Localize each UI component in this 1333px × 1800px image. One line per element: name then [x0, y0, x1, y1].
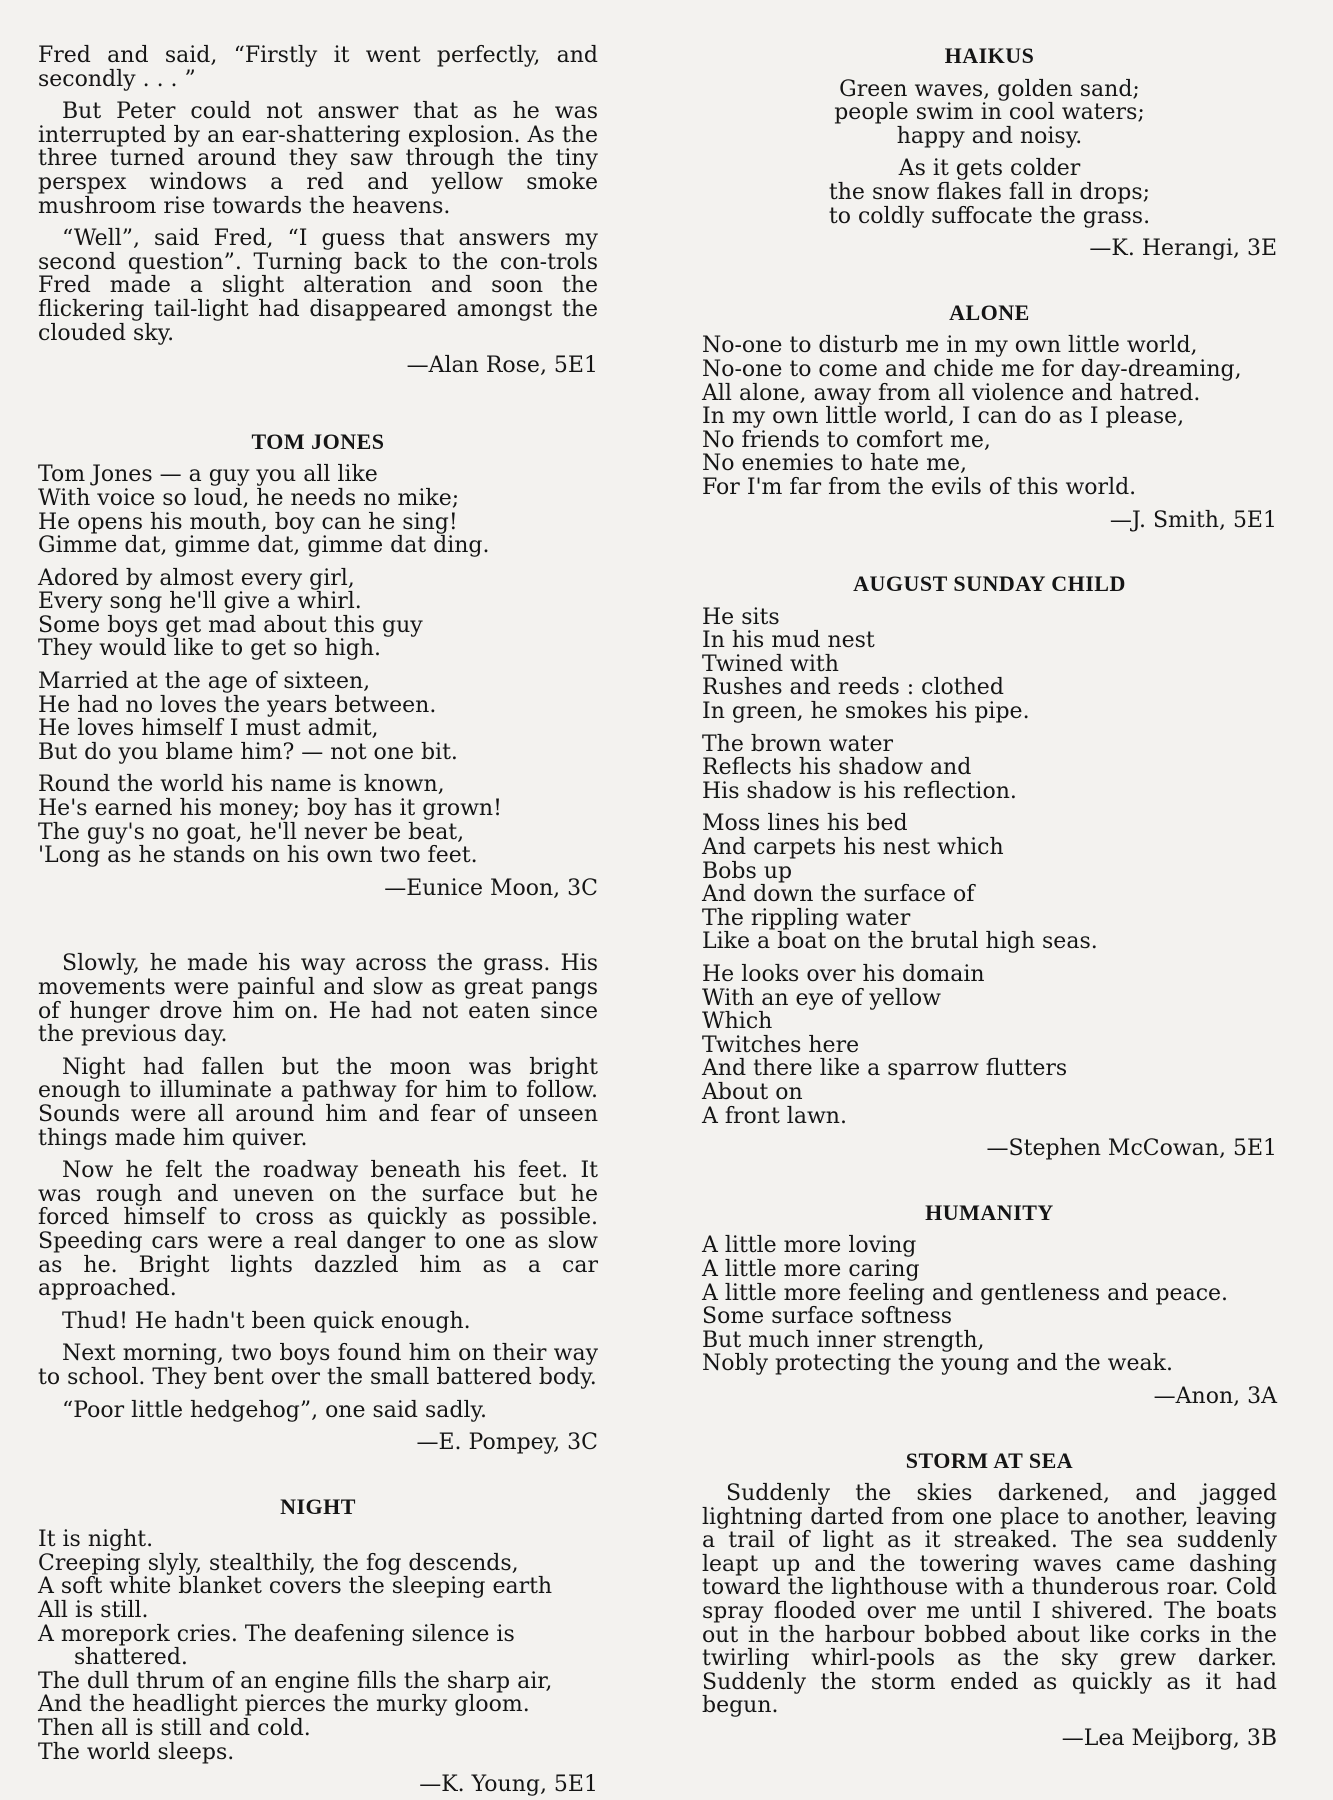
poem-line: shattered. — [74, 1645, 188, 1671]
story-paragraph: Slowly, he made his way across the grass. His movements were painful and slow as great pangs of hunger drove him on. He had not eaten since the previous day. — [38, 951, 598, 1048]
stanza — [702, 334, 1277, 499]
poem-title: NIGHT — [280, 1493, 356, 1519]
poem-line: The brown water — [702, 731, 894, 757]
poem-line: No friends to comfort me, — [702, 427, 991, 453]
poem-line: A morepork cries. The deafening silence is — [38, 1621, 515, 1647]
poem-line: He looks over his domain — [702, 962, 985, 987]
poem-line: Twined with — [702, 651, 839, 677]
poem-line: In green, he smokes his pipe. — [702, 699, 1030, 725]
poem-line: Reflects his shadow and — [702, 755, 972, 781]
story-paragraph: Next morning, two boys found him on their way to school. They bent over the small battered body. — [38, 1341, 598, 1390]
poem-line: All is still. — [38, 1598, 149, 1624]
poem-line: But much inner strength, — [702, 1327, 985, 1353]
author-credit: —Anon, 3A — [1153, 1383, 1277, 1409]
poem-line: people swim in cool waters; — [834, 100, 1145, 126]
poem-line: And there like a sparrow flutters — [702, 1056, 1068, 1082]
night-poem — [38, 1495, 598, 1797]
story-paragraph: Fred and said, “Firstly it went perfectly, and secondly . . . ” — [38, 43, 598, 92]
poem-line: No enemies to hate me, — [702, 451, 967, 477]
poem-line: About on — [702, 1079, 803, 1105]
humanity-poem — [702, 1201, 1277, 1409]
poem-line: happy and noisy. — [896, 123, 1083, 149]
author-credit: —Lea Meijborg, 3B — [1061, 1726, 1277, 1752]
poem-line: A soft white blanket covers the sleeping earth — [38, 1574, 553, 1600]
poem-line: And the headlight pierces the murky gloom. — [38, 1692, 530, 1718]
author-credit: —E. Pompey, 3C — [416, 1430, 598, 1456]
poem-line: Like a boat on the brutal high seas. — [702, 929, 1098, 955]
poem-line: Gimme dat, gimme dat, gimme dat ding. — [38, 533, 490, 559]
rocket-story — [38, 44, 598, 378]
story-paragraph: Thud! He hadn't been quick enough. — [62, 1308, 471, 1334]
poem-line: In my own little world, I can do as I please, — [702, 404, 1185, 430]
poem-line: Some surface softness — [702, 1304, 953, 1330]
hedgehog-story — [38, 952, 598, 1454]
author-credit: —Stephen McCowan, 5E1 — [986, 1136, 1277, 1162]
poem-line: Round the world his name is known, — [38, 772, 445, 798]
poem-line: Married at the age of sixteen, — [38, 669, 371, 695]
poem-line: He had no loves the years between. — [38, 692, 437, 718]
poem-title: HAIKUS — [944, 43, 1035, 68]
story-paragraph: Night had fallen but the moon was bright enough to illuminate a pathway for him to follow. Sounds were all around him and fear of unseen things made him quiver. — [38, 1054, 598, 1151]
poem-line: But do you blame him? — not one bit. — [38, 739, 458, 765]
poem-line: The dull thrum of an engine fills the sharp air, — [38, 1668, 553, 1694]
story-paragraph: Suddenly the skies darkened, and jagged lightning darted from one place to another, leaving a trail of light as it streaked. The sea suddenly leapt up and the towering waves came dashing toward the lighthouse with a thunderous roar. Cold spray flooded over me until I shivered. The boats out in the harbour bobbed about like corks in the twirling whirl-pools as the sky grew darker. Suddenly the storm ended as quickly as it had begun. — [702, 1481, 1277, 1719]
story-paragraph: “Poor little hedgehog”, one said sadly. — [62, 1397, 488, 1423]
poem-line: All alone, away from all violence and hatred. — [702, 380, 1201, 406]
poem-line: The guy's no goat, he'll never be beat, — [38, 819, 465, 845]
haikus-poem — [702, 44, 1277, 261]
august-sunday-child-poem — [702, 572, 1277, 1161]
poem-title: ALONE — [949, 299, 1030, 325]
stanza — [702, 157, 1277, 228]
alone-poem — [702, 301, 1277, 532]
story-paragraph: “Well”, said Fred, “I guess that answers my second question”. Turning back to the con-trols Fred made a slight alteration and soon the flickering tail-light had disappeared amongst the clouded sky. — [38, 226, 598, 346]
poem-line: It is night. — [38, 1527, 154, 1553]
poem-line: Which — [702, 1009, 773, 1035]
poem-line: His shadow is his reflection. — [702, 778, 1017, 804]
poem-line: No-one to disturb me in my own little world, — [702, 333, 1198, 359]
poem-line: Every song he'll give a whirl. — [38, 589, 362, 615]
tom-jones-poem — [38, 430, 598, 901]
poem-line: A front lawn. — [702, 1103, 847, 1129]
stanza — [38, 567, 598, 661]
author-credit: —J. Smith, 5E1 — [1109, 507, 1277, 533]
story-paragraph: But Peter could not answer that as he was interrupted by an ear-shattering explosion. As the three turned around they saw through the tiny perspex windows a red and yellow smoke mushroom rise towards the heavens. — [38, 99, 598, 219]
poem-line: Tom Jones — a guy you all like — [38, 462, 378, 488]
poem-line: The rippling water — [702, 905, 911, 931]
story-paragraph: Now he felt the roadway beneath his feet. It was rough and uneven on the surface but he forced himself to cross as quickly as possible. Speeding cars were a real danger to one as slow as he. Bright lights dazzled him as a car approached. — [38, 1158, 598, 1302]
stanza — [702, 606, 1277, 724]
poem-title: TOM JONES — [251, 428, 385, 454]
stanza — [702, 812, 1277, 954]
storm-at-sea-story — [702, 1449, 1277, 1751]
author-credit: —K. Herangi, 3E — [1089, 236, 1277, 262]
poem-title: STORM AT SEA — [905, 1447, 1074, 1473]
poem-line: As it gets colder — [898, 156, 1081, 182]
poem-line: Rushes and reeds : clothed — [702, 675, 1004, 701]
stanza — [38, 773, 598, 867]
poem-line: No-one to come and chide me for day-dreaming, — [702, 356, 1242, 382]
poem-line: He loves himself I must admit, — [38, 716, 379, 742]
poem-line: For I'm far from the evils of this world. — [702, 474, 1137, 500]
poem-line: The world sleeps. — [38, 1739, 235, 1765]
poem-line: Some boys get mad about this guy — [38, 612, 423, 638]
right-column — [702, 44, 1277, 1751]
stanza — [702, 963, 1277, 1128]
stanza — [38, 670, 598, 764]
poem-title: AUGUST SUNDAY CHILD — [853, 571, 1126, 597]
poem-line: A little more feeling and gentleness and peace. — [702, 1280, 1229, 1306]
poem-line: In his mud nest — [702, 628, 875, 654]
poem-line: With voice so loud, he needs no mike; — [38, 485, 460, 511]
poem-line: Adored by almost every girl, — [38, 565, 355, 591]
stanza — [702, 1234, 1277, 1376]
poem-line: 'Long as he stands on his own two feet. — [38, 843, 478, 869]
poem-line: They would like to get so high. — [38, 636, 382, 662]
poem-line: Green waves, golden sand; — [839, 76, 1140, 102]
poem-line: Twitches here — [702, 1032, 860, 1058]
poem-line: Creeping slyly, stealthily, the fog descends, — [38, 1550, 519, 1576]
poem-line: Bobs up — [702, 858, 793, 884]
left-column — [38, 44, 598, 1797]
poem-line: And carpets his nest which — [702, 835, 1004, 861]
stanza — [702, 78, 1277, 149]
poem-line: He sits — [702, 604, 780, 630]
poem-line: the snow flakes fall in drops; — [828, 179, 1151, 205]
poem-line: Then all is still and cold. — [38, 1716, 311, 1742]
stanza — [38, 1528, 598, 1764]
poem-line: A little more loving — [702, 1233, 917, 1259]
stanza — [38, 463, 598, 557]
poem-line: With an eye of yellow — [702, 985, 941, 1011]
poem-line: Nobly protecting the young and the weak. — [702, 1351, 1173, 1377]
author-credit: —K. Young, 5E1 — [419, 1772, 598, 1798]
stanza — [702, 733, 1277, 804]
poem-line: And down the surface of — [702, 882, 975, 908]
poem-line: He opens his mouth, boy can he sing! — [38, 509, 458, 535]
poem-line: A little more caring — [702, 1256, 920, 1282]
author-credit: —Eunice Moon, 3C — [384, 875, 598, 901]
poem-line: Moss lines his bed — [702, 811, 908, 837]
poem-title: HUMANITY — [925, 1199, 1054, 1225]
author-credit: —Alan Rose, 5E1 — [406, 353, 598, 379]
poem-line: He's earned his money; boy has it grown! — [38, 796, 502, 822]
poem-line: to coldly suffocate the grass. — [828, 203, 1151, 229]
